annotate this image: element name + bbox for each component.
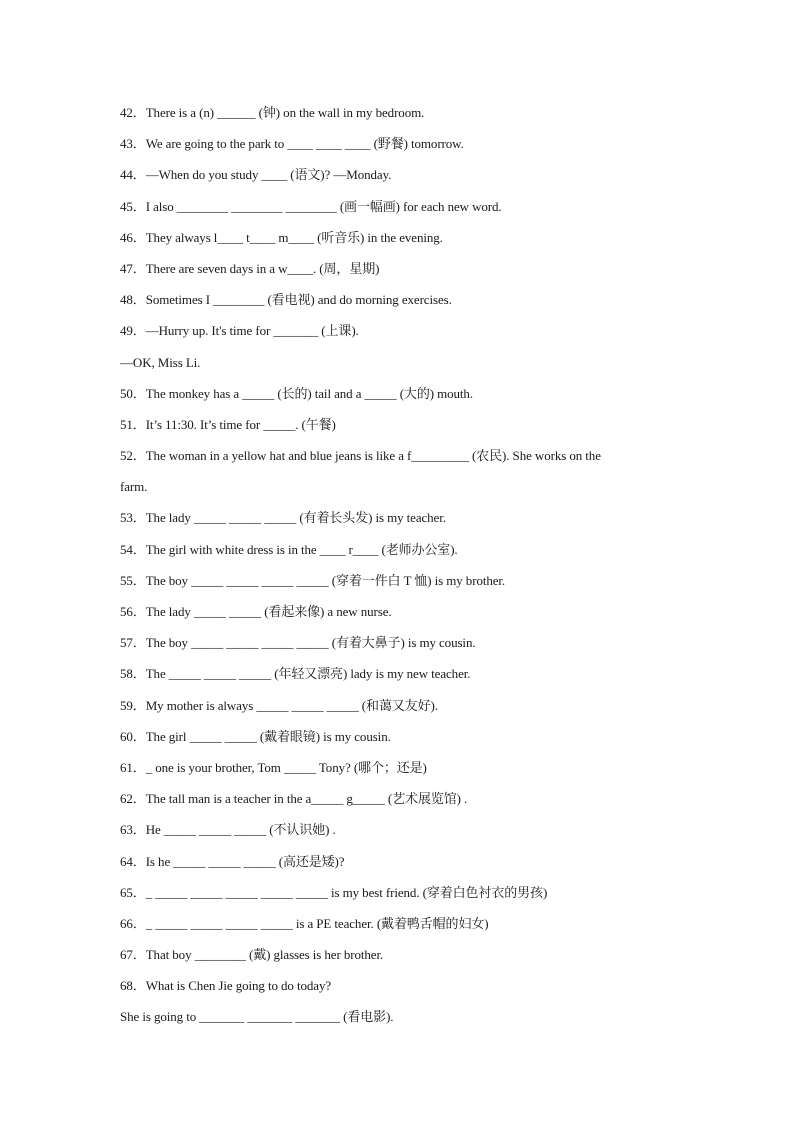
exercise-48: 48．Sometimes I ________ (看电视) and do morning exercises. [120, 292, 452, 308]
exercise-68: 68．What is Chen Jie going to do today? [120, 978, 332, 994]
exercise-42: 42．There is a (n) ______ (钟) on the wall in my bedroom. [120, 105, 425, 120]
exercise-46: 46．They always l____ t____ m____ (听音乐) in the evening. [120, 229, 443, 245]
exercise-60: 60．The girl _____ _____ (戴着眼镜) is my cousin. [120, 728, 391, 744]
exercise-49: 49．—Hurry up. It's time for _______ (上课). [120, 323, 359, 339]
exercise-56: 56．The lady _____ _____ (看起来像) a new nurse. [120, 604, 392, 619]
exercise-57: 57．The boy _____ _____ _____ _____ (有着大鼻子) is my cousin. [120, 635, 476, 651]
exercise-44: 44．—When do you study ____ (语文)? —Monday. [120, 167, 392, 183]
exercise-66: 66．_ _____ _____ _____ _____ is a PE teacher. (戴着鸭舌帽的妇女) [120, 915, 489, 931]
exercise-59: 59．My mother is always _____ _____ _____ (和蔼又友好). [120, 697, 438, 713]
exercise-53: 53．The lady _____ _____ _____ (有着长头发) is my teacher. [120, 510, 446, 526]
exercise-list [120, 102, 680, 1038]
exercise-67: 67．That boy ________ (戴) glasses is her brother. [120, 947, 384, 963]
exercise-52-continued: farm. [120, 479, 148, 495]
exercise-55: 55．The boy _____ _____ _____ _____ (穿着一件白 T 恤) is my brother. [120, 572, 506, 588]
exercise-63: 63．He _____ _____ _____ (不认识她) . [120, 822, 336, 838]
exercise-52: 52．The woman in a yellow hat and blue jeans is like a f_________ (农民). She works on the [120, 448, 601, 464]
exercise-50: 50．The monkey has a _____ (长的) tail and a _____ (大的) mouth. [120, 385, 473, 401]
exercise-43: 43．We are going to the park to ____ ____ ____ (野餐) tomorrow. [120, 136, 464, 152]
exercise-49-answer: —OK, Miss Li. [120, 354, 201, 370]
exercise-62: 62．The tall man is a teacher in the a_____ g_____ (艺术展览馆) . [120, 791, 468, 807]
exercise-65: 65．_ _____ _____ _____ _____ _____ is my best friend. (穿着白色衬衣的男孩) [120, 884, 548, 900]
exercise-51: 51．It’s 11:30. It’s time for _____. (午餐) [120, 416, 336, 432]
exercise-61: 61．_ one is your brother, Tom _____ Tony? (哪个；还是) [120, 759, 427, 775]
exercise-68-answer: She is going to _______ _______ _______ (看电影). [120, 1009, 394, 1025]
exercise-45: 45．I also ________ ________ ________ (画一幅画) for each new word. [120, 198, 502, 214]
exercise-64: 64．Is he _____ _____ _____ (高还是矮)? [120, 853, 345, 869]
exercise-58: 58．The _____ _____ _____ (年轻又漂亮) lady is my new teacher. [120, 666, 471, 682]
exercise-54: 54．The girl with white dress is in the ____ r____ (老师办公室). [120, 541, 458, 557]
exercise-47: 47．There are seven days in a w____. (周，星期) [120, 260, 380, 276]
